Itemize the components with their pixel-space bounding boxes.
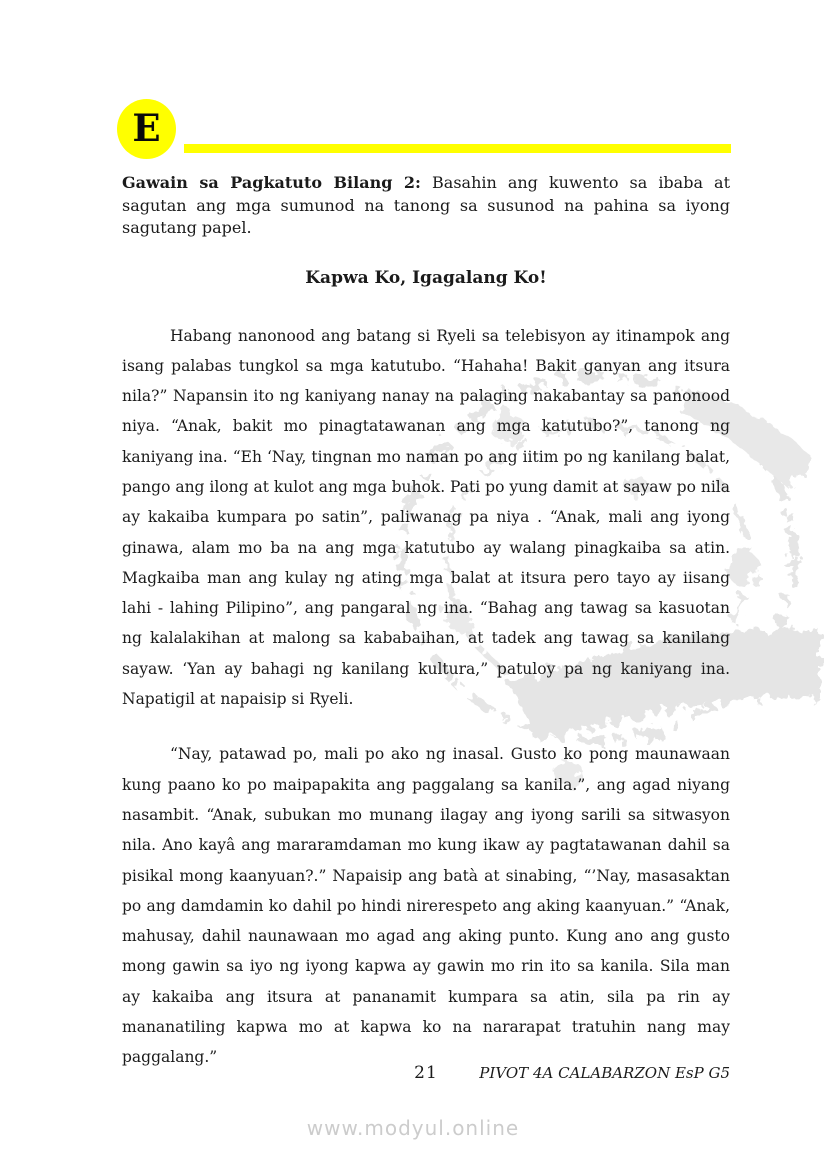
activity-instruction-text: Basahin ang kuwento sa ibaba at sagutan ang mga sumunod na tanong sa susunod na pahina sa iyong sagutang papel. (122, 173, 731, 237)
section-letter: E (132, 106, 161, 150)
section-letter-badge (117, 99, 176, 159)
yellow-rule (184, 144, 731, 153)
content (122, 172, 730, 1073)
activity-label: Gawain sa Pagkatuto Bilang 2: (122, 173, 421, 192)
story-paragraph-1: Habang nanonood ang batang si Ryeli sa telebisyon ay itinampok ang isang palabas tungkol sa mga katutubo. “Hahaha! Bakit ganyan ang itsura nila?” Napansin ito ng kaniyang nanay na palaging nakabantay sa panonood niya. “Anak, bakit mo pinagtatawanan ang mga katutubo?”, tanong ng kaniyang ina. “Eh ‘Nay, tingnan mo naman po ang iitim po ng kanilang balat, pango ang ilong at kulot ang mga buhok. Pati po yung damit at sayaw po nila ay kakaiba kumpara po satin”, paliwanag pa niya . “Anak, mali ang iyong ginawa, alam mo ba na ang mga katutubo ay walang pinagkaiba sa atin. Magkaiba man ang kulay ng ating mga balat at itsura pero tayo ay iisang lahi - lahing Pilipino”, ang pangaral ng ina. “Bahag ang tawag sa kasuotan ng kalalakihan at malong sa kababaihan, at tadek ang tawag sa kanilang sayaw. ‘Yan ay bahagi ng kanilang kultura,” patuloy pa ng kaniyang ina. Napatigil at napaisip si Ryeli. (122, 326, 730, 709)
module-label: PIVOT 4A CALABARZON EsP G5 (479, 1064, 730, 1082)
story-paragraph-2: “Nay, patawad po, mali po ako ng inasal. Gusto ko pong maunawaan kung paano ko po maipapakita ang paggalang sa kanila.”, ang agad niyang nasambit. “Anak, subukan mo munang ilagay ang iyong sarili sa sitwasyon nila. Ano kayâ ang mararamdaman mo kung ikaw ay pagtatawanan dahil sa pisikal mong kaanyuan?.” Napaisip ang batà at sinabing, “’Nay, masasaktan po ang damdamin ko dahil po hindi nirerespeto ang aking kaanyuan.” “Anak, mahusay, dahil naunawaan mo agad ang aking punto. Kung ano ang gusto mong gawin sa iyo ng iyong kapwa ay gawin mo rin ito sa kanila. Sila man ay kakaiba ang itsura at pananamit kumpara sa atin, sila pa rin ay mananatiling kapwa mo at kapwa ko na nararapat tratuhin nang may paggalang.” (122, 745, 730, 1067)
page-number: 21 (414, 1063, 438, 1083)
site-watermark: www.modyul.online (306, 1116, 520, 1140)
story-title: Kapwa Ko, Igagalang Ko! (305, 267, 547, 288)
activity-instructions (122, 172, 730, 240)
page-footer (122, 1063, 730, 1087)
